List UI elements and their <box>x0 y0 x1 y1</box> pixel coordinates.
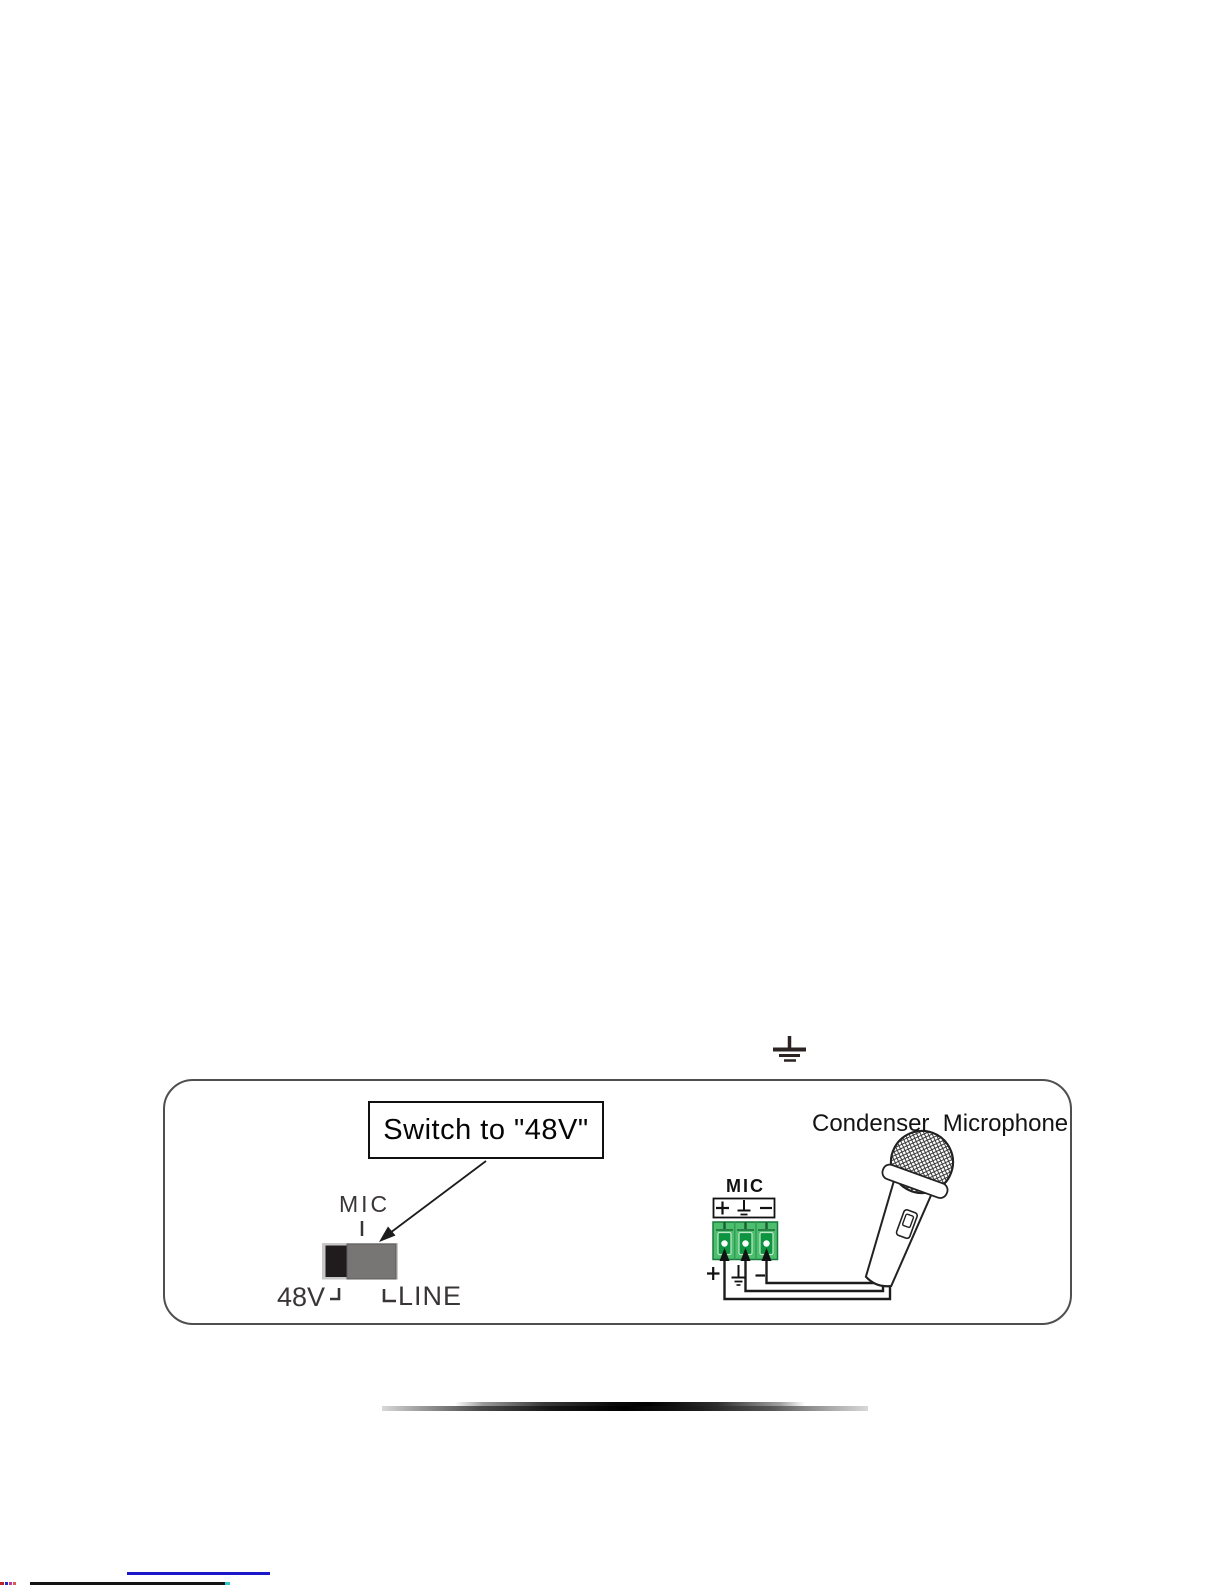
earth-ground-icon <box>773 1036 806 1061</box>
earth-ground-icon <box>732 1265 746 1285</box>
condenser-microphone-illustration <box>845 1121 964 1296</box>
wiring <box>725 1256 891 1299</box>
terminal-mic-label: MIC <box>726 1176 765 1196</box>
footer-link-underline <box>127 1572 270 1575</box>
callout-label: Switch to "48V" <box>383 1113 589 1146</box>
plus-icon <box>707 1267 720 1280</box>
condenser-microphone-caption: Condenser Microphone <box>812 1110 1069 1137</box>
scan-smudge-line-2 <box>382 1406 868 1411</box>
callout-arrow <box>379 1161 486 1242</box>
switch-mic-label: MIC <box>339 1191 391 1217</box>
scan-smudge-line-1 <box>455 1402 805 1406</box>
switch-line-label: LINE <box>398 1281 463 1311</box>
callout-box <box>368 1101 604 1159</box>
switch-48v-label: 48V <box>277 1282 326 1312</box>
